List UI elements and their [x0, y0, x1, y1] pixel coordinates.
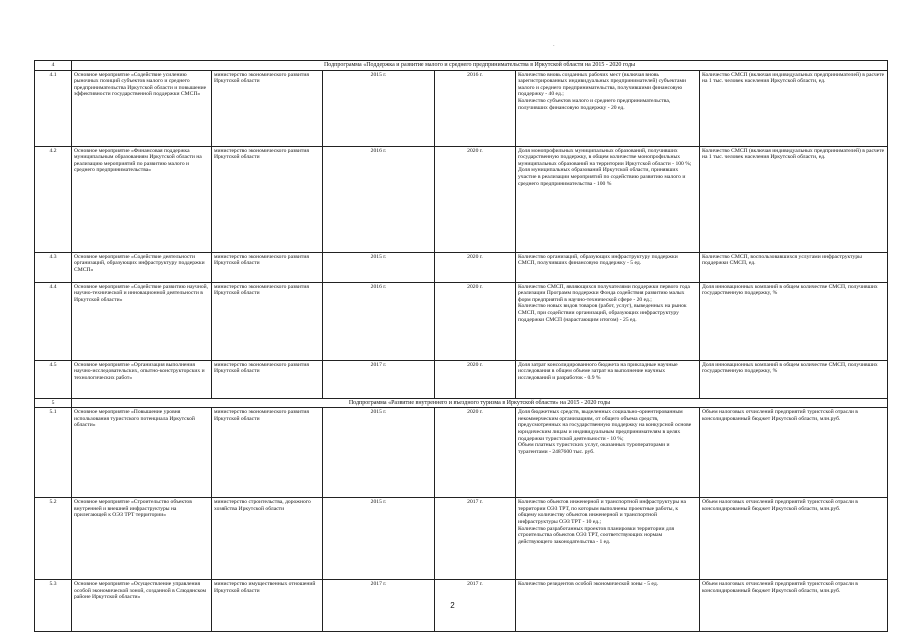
executor: министерство экономического развития Иркутской области [212, 282, 323, 360]
indicator-line: Объем платных туристских услуг, оказанных туроператорами и турагентами - 2487600 тыс. руб. [518, 442, 670, 455]
table-row [35, 70, 888, 146]
executor: министерство экономического развития Иркутской области [212, 146, 323, 252]
end-year: 2020 г. [435, 360, 516, 398]
result-indicators [516, 146, 700, 252]
executor: министерство экономического развития Иркутской области [212, 70, 323, 146]
section-title: Подпрограмма «Поддержка и развитие малого и среднего предпринимательства в Иркутской области на 2015 - 2020 годы [72, 61, 888, 71]
end-year: 2020 г. [435, 282, 516, 360]
measure-name: Основное мероприятие «Повышение уровня использования туристского потенциала Иркутской области» [72, 408, 212, 498]
executor: министерство имущественных отношений Иркутской области [212, 580, 323, 632]
row-number: 4.1 [35, 70, 72, 146]
indicator-line: Доля затрат консолидированного бюджета на прикладные научные исследования в общем объеме затрат на выполнение научных исследований и разработок - 0.9 % [518, 361, 678, 381]
program-indicator: Объем налоговых отчислений предприятий туристской отрасли в консолидированный бюджет Иркутской области, млн.руб. [700, 580, 888, 632]
table-row [35, 282, 888, 360]
indicator-line: Количество вновь созданных рабочих мест (включая вновь зарегистрированных индивидуальных предпринимателей) субъектами малого и среднего предпринимательства, получившими финансовую поддержку - 40 ед.; [518, 71, 686, 98]
row-number: 5.2 [35, 498, 72, 580]
start-year: 2016 г. [323, 146, 435, 252]
row-number: 4.3 [35, 252, 72, 282]
table-body [35, 61, 888, 632]
measure-name: Основное мероприятие «Содействие деятельности организаций, образующих инфраструктуру поддержки СМСП» [72, 252, 212, 282]
section-number: 4 [35, 61, 72, 71]
measure-name: Основное мероприятие «Осуществление управления особой экономической зоной, созданной в Слюдянском районе Иркутской области» [72, 580, 212, 632]
row-number: 4.2 [35, 146, 72, 252]
scan-speck: . [553, 42, 555, 48]
indicator-line: Количество разработанных проектов планировки территории для строительства объектов ОЭЗ ТРТ, соответствующих нормам действующего законодательства - 1 ед. [518, 525, 675, 545]
table-row [35, 360, 888, 398]
result-indicators [516, 282, 700, 360]
executor: министерство строительства, дорожного хозяйства Иркутской области [212, 498, 323, 580]
end-year: 2017 г. [435, 580, 516, 632]
end-year: 2020 г. [435, 252, 516, 282]
table-row [35, 252, 888, 282]
executor: министерство экономического развития Иркутской области [212, 252, 323, 282]
result-indicators [516, 408, 700, 498]
indicator-line: Количество СМСП, являющихся получателями поддержки первого года реализации Программ поддержки Фонда содействия развитию малых форм предприятий в научно-технической сфере - 20 ед.; [518, 283, 690, 303]
start-year: 2017 г. [323, 360, 435, 398]
program-indicator: Объем налоговых отчислений предприятий туристской отрасли в консолидированный бюджет Иркутской области, млн.руб. [700, 498, 888, 580]
indicator-line: Доля муниципальных образований Иркутской области, принявших участие в реализации мероприятий по содействию развитию малого и среднего предпринимательства - 100 % [518, 167, 686, 187]
start-year: 2015 г. [323, 252, 435, 282]
indicator-line: Количество объектов инженерной и транспортной инфраструктуры на территории ОЭЗ ТРТ, по которым выполнены проектные работы, к общему количеству объектов инженерной и транспортной инфраструктуры ОЭЗ ТРТ - 10 ед.; [518, 499, 687, 525]
end-year: 2017 г. [435, 498, 516, 580]
start-year: 2015 г. [323, 498, 435, 580]
indicator-line: Количество резидентов особой экономической зоны - 5 ед. [518, 581, 659, 588]
result-indicators [516, 252, 700, 282]
row-number: 5.1 [35, 408, 72, 498]
indicator-line: Количество новых видов товаров (работ, услуг), выведенных на рынок СМСП, при содействии организаций, образующих инфраструктуру поддержки СМСП (нарастающим итогом) - 25 ед. [518, 303, 687, 323]
start-year: 2017 г. [323, 580, 435, 632]
measure-name: Основное мероприятие «Организация выполнения научно-исследовательских, опытно-конструкторских и технологических работ» [72, 360, 212, 398]
start-year: 2016 г. [323, 282, 435, 360]
program-indicator: Количество СМСП (включая индивидуальных предпринимателей) в расчете на 1 тыс. человек населения Иркутской области, ед. [700, 146, 888, 252]
row-number: 4.4 [35, 282, 72, 360]
end-year: 2016 г. [435, 70, 516, 146]
executor: министерство экономического развития Иркутской области [212, 360, 323, 398]
measure-name: Основное мероприятие «Строительство объектов внутренней и внешней инфраструктуры на прилегающей к ОЭЗ ТРТ территории» [72, 498, 212, 580]
end-year: 2020 г. [435, 408, 516, 498]
start-year: 2015 г. [323, 408, 435, 498]
page-number: 2 [450, 601, 455, 610]
table-row [35, 146, 888, 252]
result-indicators [516, 498, 700, 580]
end-year: 2020 г. [435, 146, 516, 252]
program-indicator: Количество СМСП (включая индивидуальных предпринимателей) в расчете на 1 тыс. человек населения Иркутской области, ед. [700, 70, 888, 146]
start-year: 2015 г. [323, 70, 435, 146]
result-indicators [516, 360, 700, 398]
section-title: Подпрограмма «Развитие внутреннего и въездного туризма в Иркутской области» на 2015 - 2020 годы [72, 398, 888, 408]
section-row [35, 61, 888, 71]
table-row [35, 498, 888, 580]
row-number: 4.5 [35, 360, 72, 398]
measure-name: Основное мероприятие «Финансовая поддержка муниципальным образованиям Иркутской области на реализацию мероприятий по развитию малого и среднего предпринимательства» [72, 146, 212, 252]
program-indicator: Доля инновационных компаний в общем количестве СМСП, получивших государственную поддержку, % [700, 282, 888, 360]
indicator-line: Доля монопрофильных муниципальных образований, получивших государственную поддержку, в общем количестве монопрофильных муниципальных образований на территории Иркутской области - 100 %; [518, 147, 692, 167]
row-number: 5.3 [35, 580, 72, 632]
table-row [35, 408, 888, 498]
executor: министерство экономического развития Иркутской области [212, 408, 323, 498]
program-indicator: Объем налоговых отчислений предприятий туристской отрасли в консолидированный бюджет Иркутской области, млн.руб. [700, 408, 888, 498]
section-row [35, 398, 888, 408]
result-indicators [516, 70, 700, 146]
indicator-line: Доля бюджетных средств, выделенных социально-ориентированным некоммерческим организациям, от общего объема средств, предусмотренных на государственную поддержку на конкурсной основе юридическим лицам и индивидуальным предпринимателям в целях поддержки туристской деятельности - 10 %; [518, 409, 692, 442]
section-number: 5 [35, 398, 72, 408]
program-table [34, 60, 888, 632]
program-indicator: Доля инновационных компаний в общем количестве СМСП, получивших государственную поддержку, % [700, 360, 888, 398]
measure-name: Основное мероприятие «Содействие усилению рыночных позиций субъектов малого и среднего предпринимательства Иркутской области и повышение эффективности государственной поддержки СМСП» [72, 70, 212, 146]
indicator-line: Количество организаций, образующих инфраструктуру поддержки СМСП, получивших финансовую поддержку - 5 ед. [518, 253, 678, 267]
measure-name: Основное мероприятие «Содействие развитию научной, научно-технической и инновационной деятельности в Иркутской области» [72, 282, 212, 360]
indicator-line: Количество субъектов малого и среднего предпринимательства, получивших финансовую поддержку - 20 ед. [518, 97, 671, 111]
program-indicator: Количество СМСП, воспользовавшихся услугами инфраструктуры поддержки СМСП, ед. [700, 252, 888, 282]
